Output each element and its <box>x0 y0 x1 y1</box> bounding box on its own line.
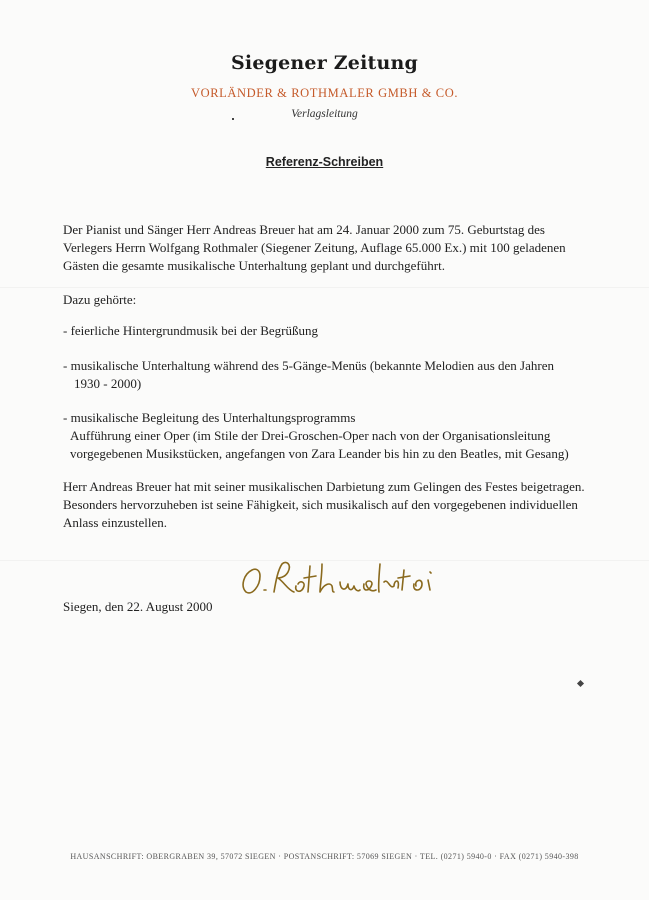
footer-fax: FAX (0271) 5940-398 <box>499 852 579 861</box>
footer-separator: · <box>412 852 420 861</box>
footer-postal-address: POSTANSCHRIFT: 57069 SIEGEN <box>283 852 413 861</box>
closing-paragraph <box>63 478 593 532</box>
text-line: Der Pianist und Sänger Herr Andreas Breuer hat am 24. Januar 2000 zum 75. Geburtstag des <box>63 222 545 237</box>
paper-fold <box>0 287 649 288</box>
text-line: 1930 - 2000) <box>74 376 142 391</box>
paper-mark <box>577 680 584 687</box>
list-item <box>63 409 593 463</box>
paper-mark <box>232 118 234 120</box>
list-intro: Dazu gehörte: <box>63 292 137 307</box>
text-line: Anlass einzustellen. <box>63 515 167 530</box>
footer-separator: · <box>491 852 500 861</box>
newspaper-logo: Siegener Zeitung <box>231 52 418 74</box>
intro-paragraph <box>63 221 593 275</box>
list-item: - feierliche Hintergrundmusik bei der Begrüßung <box>63 323 318 338</box>
footer-separator: · <box>275 852 284 861</box>
letter-title: Referenz-Schreiben <box>265 155 384 169</box>
footer-phone: TEL. (0271) 5940-0 <box>419 852 492 861</box>
publisher-name: VORLÄNDER & ROTHMALER GMBH & CO. <box>190 86 459 100</box>
footer-address <box>0 852 649 861</box>
text-line: Aufführung einer Oper (im Stile der Drei-Groschen-Oper nach von der Organisationsleitung <box>70 428 551 443</box>
text-line: - musikalische Begleitung des Unterhaltungsprogramms <box>63 410 356 425</box>
footer-street-address: HAUSANSCHRIFT: OBERGRABEN 39, 57072 SIEGEN <box>70 852 276 861</box>
text-line: Gästen die gesamte musikalische Unterhaltung geplant und durchgeführt. <box>63 258 445 273</box>
text-line: Herr Andreas Breuer hat mit seiner musikalischen Darbietung zum Gelingen des Festes beigetragen. <box>63 479 585 494</box>
text-line: Besonders hervorzuheben ist seine Fähigkeit, sich musikalisch auf den vorgegebenen individuellen <box>63 497 578 512</box>
department-name: Verlagsleitung <box>291 108 358 120</box>
list-item <box>63 357 593 393</box>
text-line: vorgegebenen Musikstücken, angefangen von Zara Leander bis hin zu den Beatles, mit Gesang) <box>70 446 569 461</box>
text-line: - musikalische Unterhaltung während des 5-Gänge-Menüs (bekannte Melodien aus den Jahren <box>63 358 554 373</box>
signature <box>238 556 448 600</box>
text-line: Verlegers Herrn Wolfgang Rothmaler (Siegener Zeitung, Auflage 65.000 Ex.) mit 100 geladenen <box>63 240 566 255</box>
place-date: Siegen, den 22. August 2000 <box>63 599 213 614</box>
